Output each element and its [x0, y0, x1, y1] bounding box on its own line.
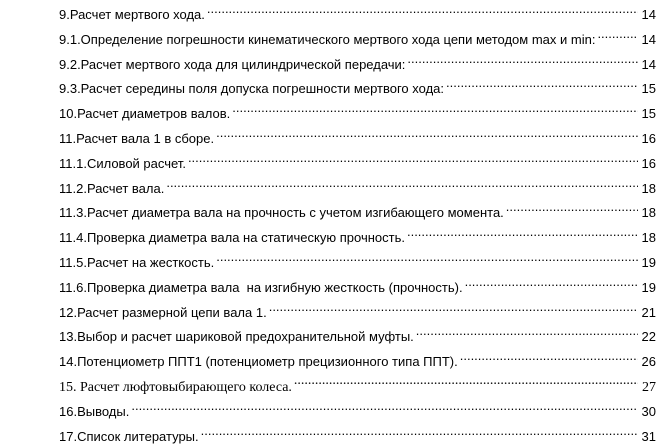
toc-entry[interactable]: [59, 423, 656, 444]
toc-entry[interactable]: [59, 224, 656, 245]
toc-entry[interactable]: [59, 150, 656, 171]
toc-dot-leader: [201, 423, 638, 441]
toc-entry-title: 17.Список литературы.: [59, 429, 199, 444]
toc-entry[interactable]: [59, 199, 656, 220]
toc-entry-page: 31: [641, 429, 656, 444]
toc-entry-page: 14: [641, 7, 656, 22]
toc-entry-page: 16: [641, 156, 656, 171]
toc-entry-title: 16.Выводы.: [59, 404, 130, 419]
toc-entry-title: 15. Расчет люфтовыбирающего колеса.: [59, 380, 292, 395]
toc-entry-title: 11.4.Проверка диаметра вала на статическую прочность.: [59, 230, 405, 245]
toc-entry[interactable]: [59, 75, 656, 96]
toc-entry-page: 19: [641, 280, 656, 295]
toc-dot-leader: [294, 373, 638, 391]
toc-dot-leader: [597, 26, 638, 44]
toc-dot-leader: [207, 1, 638, 19]
toc-entry-title: 11.5.Расчет на жесткость.: [59, 255, 215, 270]
toc-dot-leader: [188, 150, 638, 168]
toc-entry[interactable]: [59, 274, 656, 295]
toc-entry[interactable]: [59, 398, 656, 419]
toc-entry-title: 11.3.Расчет диаметра вала на прочность с учетом изгибающего момента.: [59, 205, 504, 220]
toc-entry-title: 11.2.Расчет вала.: [59, 181, 165, 196]
toc-dot-leader: [446, 75, 638, 93]
toc-entry-title: 11.Расчет вала 1 в сборе.: [59, 131, 215, 146]
toc-entry-page: 21: [641, 305, 656, 320]
toc-entry-page: 18: [641, 181, 656, 196]
toc-dot-leader: [216, 249, 638, 267]
toc-dot-leader: [506, 199, 638, 217]
toc-entry[interactable]: [59, 249, 656, 270]
toc-entry-page: 16: [641, 131, 656, 146]
toc-entry[interactable]: [59, 125, 656, 146]
toc-entry-page: 19: [641, 255, 656, 270]
toc-dot-leader: [166, 175, 638, 193]
toc-entry-page: 30: [641, 404, 656, 419]
toc-dot-leader: [465, 274, 638, 292]
toc-entry-title: 9.2.Расчет мертвого хода для цилиндрической передачи:: [59, 57, 406, 72]
toc-dot-leader: [416, 323, 638, 341]
toc-entry[interactable]: [59, 51, 656, 72]
toc-entry[interactable]: [59, 1, 656, 22]
toc-entry[interactable]: [59, 299, 656, 320]
toc-entry-title: 10.Расчет диаметров валов.: [59, 106, 231, 121]
toc-entry[interactable]: [59, 373, 656, 395]
toc-entry-page: 22: [641, 329, 656, 344]
toc-entry-title: 11.6.Проверка диаметра вала на изгибную жесткость (прочность).: [59, 280, 463, 295]
toc-dot-leader: [407, 224, 638, 242]
toc-entry-title: 9.1.Определение погрешности кинематического мертвого хода цепи методом max и min:: [59, 32, 596, 47]
toc-entry[interactable]: [59, 100, 656, 121]
toc-entry-page: 18: [641, 230, 656, 245]
toc-entry-page: 14: [641, 57, 656, 72]
toc-dot-leader: [232, 100, 638, 118]
toc-entry[interactable]: [59, 175, 656, 196]
toc-entry-page: 15: [641, 106, 656, 121]
toc-entry-page: 15: [641, 81, 656, 96]
toc-entry-title: 9.3.Расчет середины поля допуска погрешности мертвого хода:: [59, 81, 444, 96]
toc-entry-title: 11.1.Силовой расчет.: [59, 156, 186, 171]
toc-entry[interactable]: [59, 348, 656, 369]
toc-entry[interactable]: [59, 26, 656, 47]
toc-entry-title: 13.Выбор и расчет шариковой предохранительной муфты.: [59, 329, 414, 344]
toc-entry-page: 14: [641, 32, 656, 47]
toc-dot-leader: [131, 398, 638, 416]
toc-entry-page: 18: [641, 205, 656, 220]
toc-entry-title: 14.Потенциометр ППТ1 (потенциометр прецизионного типа ППТ).: [59, 354, 458, 369]
toc-dot-leader: [407, 51, 638, 69]
toc-entry-page: 27: [642, 380, 656, 395]
toc-entry-page: 26: [641, 354, 656, 369]
toc-dot-leader: [460, 348, 638, 366]
toc-dot-leader: [269, 299, 638, 317]
toc-dot-leader: [216, 125, 638, 143]
toc-entry[interactable]: [59, 323, 656, 344]
toc-entry-title: 9.Расчет мертвого хода.: [59, 7, 205, 22]
toc-entry-title: 12.Расчет размерной цепи вала 1.: [59, 305, 267, 320]
